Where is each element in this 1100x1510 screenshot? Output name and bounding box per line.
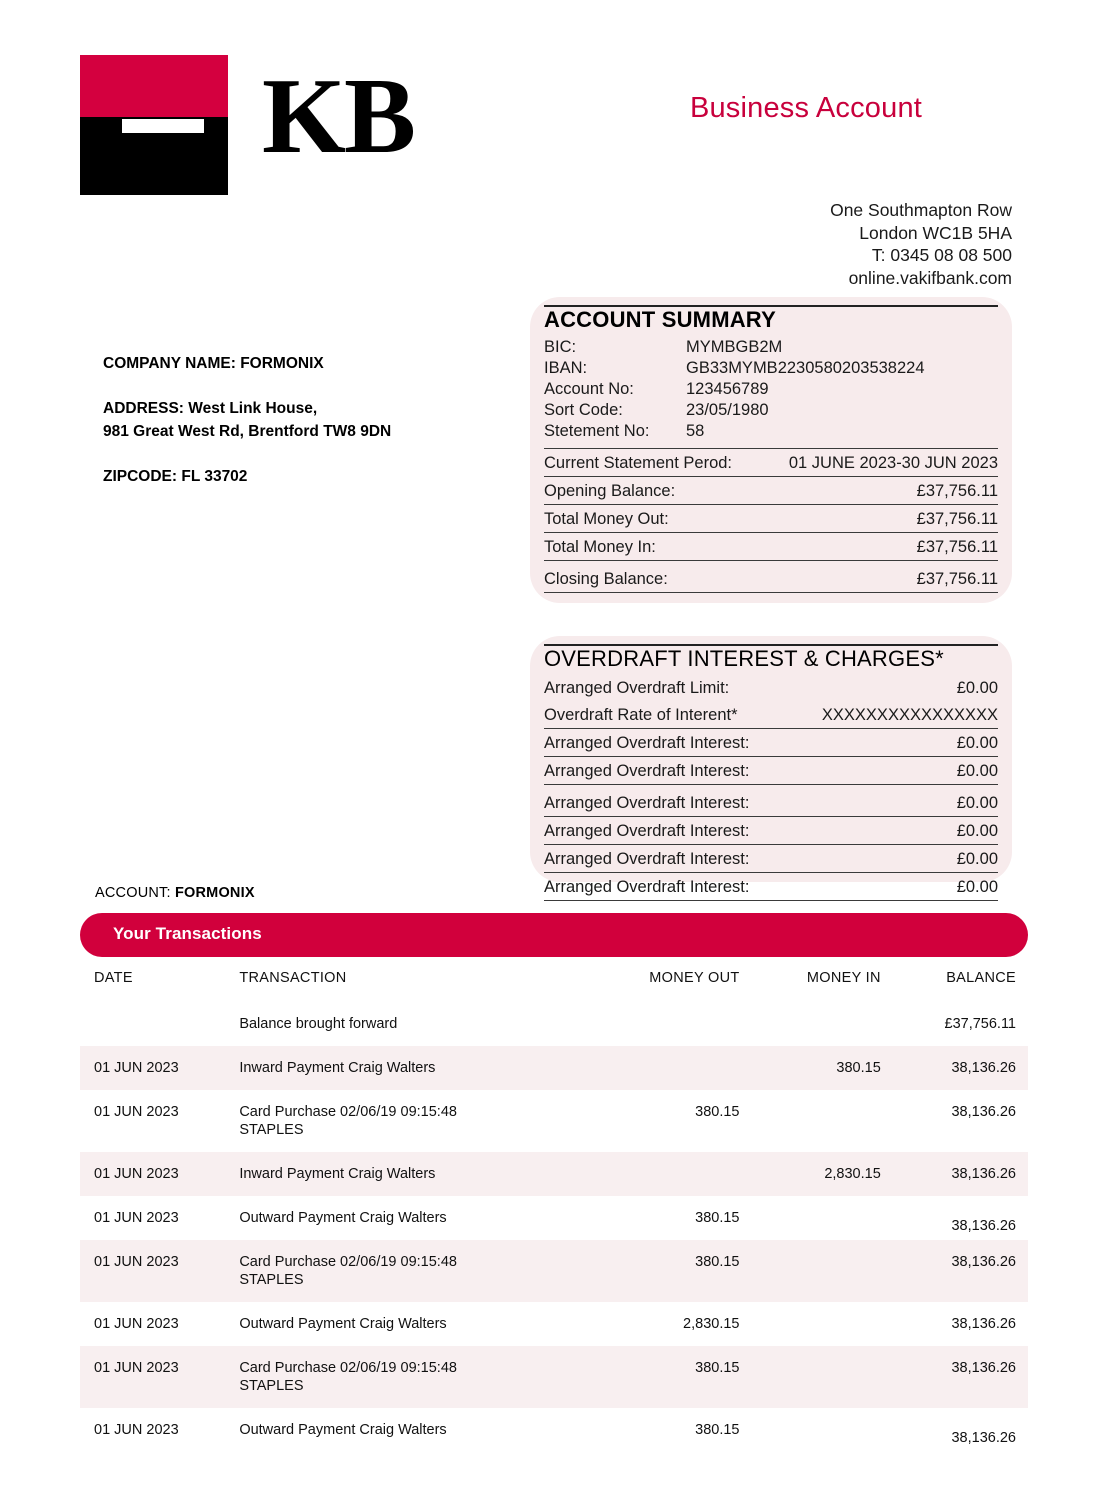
customer-details — [103, 352, 503, 488]
cell-date: 01 JUN 2023 — [80, 1240, 239, 1302]
table-row[interactable] — [80, 1302, 1028, 1346]
logo-white-bar — [122, 119, 204, 133]
summary-row-opening-balance — [544, 477, 998, 505]
cell-description — [239, 1196, 584, 1240]
customer-address — [103, 397, 503, 443]
cell-money-out: 380.15 — [695, 1210, 740, 1226]
overdraft-row-label: Arranged Overdraft Interest: — [544, 850, 750, 868]
summary-top-rule — [544, 305, 998, 307]
cell-money-in — [740, 1002, 881, 1046]
summary-row-label: Current Statement Perod: — [544, 454, 733, 472]
overdraft-row-value: XXXXXXXXXXXXXXXX — [821, 706, 998, 724]
summary-row-total-money-in — [544, 533, 998, 561]
cell-money-out — [584, 1046, 740, 1090]
customer-address-line-1: ADDRESS: West Link House, — [103, 400, 318, 417]
summary-field-bic — [544, 337, 998, 358]
cell-date: 01 JUN 2023 — [80, 1046, 239, 1090]
summary-row-value: £37,756.11 — [916, 482, 998, 500]
summary-field-value: MYMBGB2M — [686, 338, 783, 356]
overdraft-row-label: Arranged Overdraft Interest: — [544, 762, 750, 780]
customer-company-name: COMPANY NAME: FORMONIX — [103, 355, 324, 372]
cell-money-in: 2,830.15 — [740, 1152, 881, 1196]
logo-red-block — [80, 55, 228, 117]
summary-row-value: £37,756.11 — [916, 510, 998, 528]
overdraft-top-rule — [544, 644, 998, 646]
account-summary-fields — [544, 337, 998, 442]
summary-field-sort-code — [544, 400, 998, 421]
cell-date: 01 JUN 2023 — [94, 1316, 179, 1332]
description-line-2: STAPLES — [239, 1378, 304, 1394]
summary-row-closing-balance — [544, 561, 998, 593]
cell-description — [239, 1302, 584, 1346]
table-row-brought-forward — [80, 1002, 1028, 1046]
overdraft-row-limit — [544, 674, 998, 701]
summary-row-label: Closing Balance: — [544, 570, 668, 588]
bank-logo-text: KB — [262, 57, 415, 176]
account-summary-panel — [530, 297, 1012, 603]
balance-value: 38,136.26 — [951, 1430, 1016, 1446]
summary-row-total-money-out — [544, 505, 998, 533]
summary-row-label: Total Money Out: — [544, 510, 669, 528]
cell-description — [239, 1046, 584, 1090]
transactions-band-title: Your Transactions — [113, 924, 262, 943]
cell-balance: 38,136.26 — [951, 1316, 1016, 1332]
overdraft-row-value: £0.00 — [956, 822, 998, 840]
cell-date: 01 JUN 2023 — [94, 1422, 179, 1438]
description-line-1: Outward Payment Craig Walters — [239, 1210, 447, 1226]
overdraft-row-label: Arranged Overdraft Interest: — [544, 822, 750, 840]
cell-balance: 38,136.26 — [881, 1346, 1028, 1408]
cell-money-in — [740, 1196, 881, 1240]
overdraft-title: OVERDRAFT INTEREST & CHARGES* — [544, 646, 944, 671]
table-row[interactable] — [80, 1240, 1028, 1302]
cell-money-out: 380.15 — [695, 1422, 740, 1438]
cell-description: Balance brought forward — [239, 1002, 584, 1046]
cell-balance: £37,756.11 — [881, 1002, 1028, 1046]
summary-field-label: IBAN: — [544, 359, 588, 377]
table-row[interactable] — [80, 1090, 1028, 1152]
cell-description — [239, 1408, 584, 1452]
overdraft-row-interest — [544, 757, 998, 785]
description-line-1: Card Purchase 02/06/19 09:15:48 — [239, 1104, 457, 1120]
summary-field-value: 23/05/1980 — [686, 401, 769, 419]
cell-money-out: 380.15 — [584, 1240, 740, 1302]
account-summary-title: ACCOUNT SUMMARY — [544, 307, 776, 332]
summary-field-label: Sort Code: — [544, 401, 623, 419]
cell-money-in — [740, 1408, 881, 1452]
description-line-2: STAPLES — [239, 1272, 304, 1288]
table-header-row — [80, 962, 1028, 1002]
overdraft-row-label: Arranged Overdraft Interest: — [544, 878, 750, 896]
cell-money-in: 380.15 — [740, 1046, 881, 1090]
summary-field-value: 58 — [686, 422, 705, 440]
overdraft-row-rate — [544, 701, 998, 729]
overdraft-row-value: £0.00 — [956, 762, 998, 780]
transactions-account-line — [95, 885, 255, 901]
account-summary-rows — [544, 448, 998, 593]
overdraft-row-label: Overdraft Rate of Interent* — [544, 706, 738, 724]
summary-row-value: 01 JUNE 2023-30 JUN 2023 — [788, 454, 998, 472]
summary-row-value: £37,756.11 — [916, 570, 998, 588]
overdraft-row-interest — [544, 785, 998, 817]
summary-row-label: Opening Balance: — [544, 482, 676, 500]
cell-money-in — [740, 1240, 881, 1302]
column-header-money-in: MONEY IN — [806, 970, 881, 986]
overdraft-row-interest — [544, 729, 998, 757]
overdraft-row-label: Arranged Overdraft Interest: — [544, 794, 750, 812]
summary-field-label: BIC: — [544, 338, 577, 356]
summary-field-account-no — [544, 379, 998, 400]
cell-date: 01 JUN 2023 — [94, 1104, 179, 1120]
bank-address-line-2: London WC1B 5HA — [859, 222, 1012, 243]
cell-balance — [881, 1408, 1028, 1452]
overdraft-row-interest — [544, 817, 998, 845]
customer-zipcode: ZIPCODE: FL 33702 — [103, 468, 248, 485]
table-row[interactable] — [80, 1196, 1028, 1240]
cell-date: 01 JUN 2023 — [80, 1346, 239, 1408]
bank-logo-mark — [80, 55, 228, 195]
cell-money-in — [740, 1302, 881, 1346]
cell-money-in — [740, 1090, 881, 1152]
column-header-transaction: TRANSACTION — [239, 970, 347, 986]
cell-money-out — [584, 1002, 740, 1046]
description-line-1: Card Purchase 02/06/19 09:15:48 — [239, 1254, 457, 1270]
summary-field-statement-no — [544, 421, 998, 442]
overdraft-row-value: £0.00 — [956, 878, 998, 896]
transactions-account-name: FORMONIX — [174, 885, 255, 901]
table-row[interactable] — [80, 1346, 1028, 1408]
overdraft-row-interest — [544, 845, 998, 873]
cell-description — [239, 1152, 584, 1196]
description-line-2: STAPLES — [239, 1122, 304, 1138]
overdraft-row-interest — [544, 873, 998, 901]
overdraft-row-label: Arranged Overdraft Limit: — [544, 679, 730, 697]
cell-date: 01 JUN 2023 — [80, 1152, 239, 1196]
column-header-date: DATE — [94, 970, 133, 986]
document-title: Business Account — [689, 92, 923, 124]
cell-date — [80, 1002, 239, 1046]
overdraft-row-value: £0.00 — [956, 794, 998, 812]
summary-field-label: Account No: — [544, 380, 634, 398]
customer-address-line-2: 981 Great West Rd, Brentford TW8 9DN — [103, 423, 392, 440]
cell-money-out: 2,830.15 — [683, 1316, 740, 1332]
page-header — [0, 0, 1100, 300]
overdraft-rows — [544, 674, 998, 901]
summary-field-iban — [544, 358, 998, 379]
overdraft-row-label: Arranged Overdraft Interest: — [544, 734, 750, 752]
balance-value: 38,136.26 — [951, 1218, 1016, 1234]
overdraft-row-value: £0.00 — [956, 734, 998, 752]
table-row[interactable] — [80, 1408, 1028, 1452]
transactions-account-label: ACCOUNT: — [95, 885, 171, 901]
table-row[interactable] — [80, 1152, 1028, 1196]
description-line-1: Outward Payment Craig Walters — [239, 1422, 447, 1438]
cell-description — [239, 1240, 584, 1302]
summary-row-value: £37,756.11 — [916, 538, 998, 556]
cell-money-out — [584, 1152, 740, 1196]
bank-address-block — [830, 199, 1012, 289]
cell-description — [239, 1090, 584, 1152]
description-line-1: Card Purchase 02/06/19 09:15:48 — [239, 1360, 457, 1376]
table-row[interactable] — [80, 1046, 1028, 1090]
column-header-balance: BALANCE — [946, 970, 1016, 986]
cell-money-out: 380.15 — [695, 1104, 740, 1120]
summary-field-value: GB33MYMB2230580203538224 — [686, 359, 925, 377]
cell-money-in — [740, 1346, 881, 1408]
cell-balance: 38,136.26 — [881, 1240, 1028, 1302]
overdraft-row-value: £0.00 — [956, 850, 998, 868]
bank-phone: T: 0345 08 08 500 — [871, 245, 1012, 265]
summary-field-value: 123456789 — [686, 380, 769, 398]
transactions-header-band — [80, 913, 1028, 957]
cell-balance — [881, 1196, 1028, 1240]
description-line-1: Inward Payment Craig Walters — [239, 1166, 436, 1182]
cell-date: 01 JUN 2023 — [94, 1210, 179, 1226]
description-line-1: Outward Payment Craig Walters — [239, 1316, 447, 1332]
cell-balance: 38,136.26 — [881, 1152, 1028, 1196]
bank-address-line-1: One Southmapton Row — [830, 200, 1012, 220]
bank-website[interactable]: online.vakifbank.com — [848, 267, 1012, 288]
summary-row-label: Total Money In: — [544, 538, 656, 556]
transactions-table — [80, 962, 1028, 1452]
overdraft-panel — [530, 636, 1012, 896]
cell-balance: 38,136.26 — [951, 1104, 1016, 1120]
overdraft-row-value: £0.00 — [956, 679, 998, 697]
cell-description — [239, 1346, 584, 1408]
summary-field-label: Stetement No: — [544, 422, 650, 440]
cell-money-out: 380.15 — [584, 1346, 740, 1408]
summary-row-statement-period — [544, 448, 998, 477]
column-header-money-out: MONEY OUT — [649, 970, 740, 986]
cell-balance: 38,136.26 — [881, 1046, 1028, 1090]
description-line-1: Inward Payment Craig Walters — [239, 1060, 436, 1076]
